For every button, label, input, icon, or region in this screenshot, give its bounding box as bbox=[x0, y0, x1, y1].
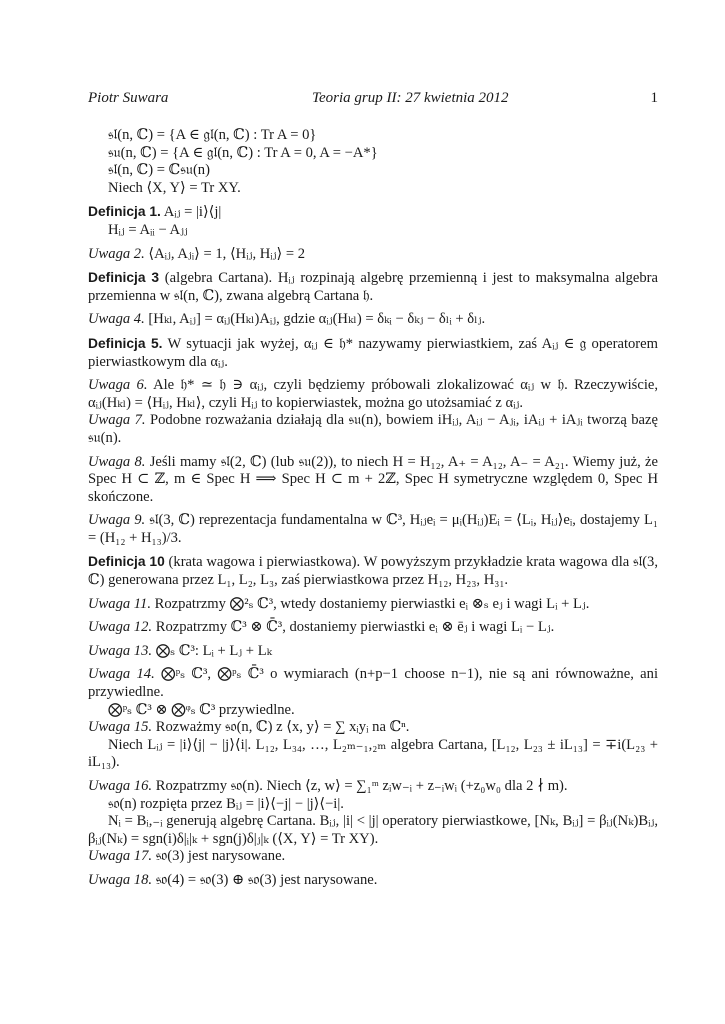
paragraph-u16c bbox=[88, 813, 658, 848]
paragraph-text: Jeśli mamy 𝔰𝔩(2, ℂ) (lub 𝔰𝔲(2)), to niech H = H₁₂, A₊ = A₁₂, A₋ = A₂₁. Wiemy już, że Spec H ⊂ ℤ, m ∈ Spec H ⟹ Spec H ⊂ m + 2ℤ, Spec H symetryczne względem 0, Spec H skończone. bbox=[88, 453, 658, 505]
paragraph-u9 bbox=[88, 512, 658, 547]
page-number: 1 bbox=[650, 90, 658, 106]
remark-label: Uwaga 6. bbox=[88, 377, 148, 394]
paragraph-u14b bbox=[88, 702, 658, 720]
paragraph-d10 bbox=[88, 553, 658, 589]
document-body bbox=[88, 127, 658, 890]
paragraph-text: ⨂ᵖₛ ℂ³ ⊗ ⨂ᵠₛ ℂ³ przywiedlne. bbox=[108, 701, 295, 718]
paragraph-text: Niech ⟨X, Y⟩ = Tr XY. bbox=[108, 179, 241, 196]
remark-label: Uwaga 7. bbox=[88, 412, 146, 429]
definition-label: Definicja 3 bbox=[88, 270, 160, 286]
paragraph-l2 bbox=[88, 145, 658, 163]
header-author: Piotr Suwara bbox=[88, 90, 169, 106]
paragraph-text: Rozpatrzmy ⨂²ₛ ℂ³, wtedy dostaniemy pierwiastki eᵢ ⊗ₛ eⱼ i wagi Lᵢ + Lⱼ. bbox=[150, 595, 590, 612]
header-title: Teoria grup II: 27 kwietnia 2012 bbox=[312, 90, 509, 106]
paragraph-u14 bbox=[88, 666, 658, 701]
paragraph-l4 bbox=[88, 180, 658, 198]
remark-label: Uwaga 9. bbox=[88, 512, 146, 529]
paragraph-text: Aᵢⱼ = |i⟩⟨j| bbox=[160, 204, 222, 221]
paragraph-text: ⨂ₛ ℂ³: Lᵢ + Lⱼ + Lₖ bbox=[152, 642, 272, 659]
remark-label: Uwaga 11. bbox=[88, 595, 151, 612]
paragraph-text: W sytuacji jak wyżej, αᵢⱼ ∈ 𝔥* nazywamy pierwiastkiem, zaś Aᵢⱼ ∈ 𝔤 operatorem pierwiastkowym dla αᵢⱼ. bbox=[88, 335, 658, 370]
remark-label: Uwaga 18. bbox=[88, 871, 153, 888]
definition-label: Definicja 5. bbox=[88, 335, 163, 351]
paragraph-text: Niech Lᵢⱼ = |i⟩⟨j| − |j⟩⟨i|. L₁₂, L₃₄, …, L₂ₘ₋₁,₂ₘ algebra Cartana, [L₁₂, L₂₃ ± iL₁₃] = ∓i(L₂₃ + iL₁₃). bbox=[88, 736, 658, 771]
paragraph-text: 𝔰𝔩(3, ℂ) reprezentacja fundamentalna w ℂ³, Hᵢⱼeᵢ = μᵢ(Hᵢⱼ)Eᵢ = ⟨Lᵢ, Hᵢⱼ⟩eᵢ, dostajemy L₁ = (H₁₂ + H₁₃)/3. bbox=[88, 512, 658, 546]
paragraph-d1b bbox=[88, 222, 658, 240]
paragraph-text: 𝔰𝔬(4) = 𝔰𝔬(3) ⊕ 𝔰𝔬(3) jest narysowane. bbox=[152, 871, 378, 888]
remark-label: Uwaga 4. bbox=[88, 311, 145, 328]
paragraph-text: Ale 𝔥* ≃ 𝔥 ∋ αᵢⱼ, czyli będziemy próbowali zlokalizować αᵢⱼ w 𝔥. Rzeczywiście, αᵢⱼ(Hₖₗ) = ⟨Hᵢⱼ, Hₖₗ⟩, czyli Hᵢⱼ to kopierwiastek, można go utożsamiać z αᵢⱼ. bbox=[88, 377, 658, 411]
definition-label: Definicja 10 bbox=[88, 554, 165, 570]
paragraph-u16b bbox=[88, 796, 658, 814]
paragraph-l1 bbox=[88, 127, 658, 145]
paragraph-d3 bbox=[88, 269, 658, 305]
remark-label: Uwaga 8. bbox=[88, 453, 146, 470]
paragraph-text: ⨂ᵖₛ ℂ³, ⨂ᵖₛ ℂ̄³ o wymiarach (n+p−1 choose n−1), nie są ani równoważne, ani przywiedlne. bbox=[88, 666, 658, 701]
paragraph-text: ⟨Aᵢⱼ, Aⱼᵢ⟩ = 1, ⟨Hᵢⱼ, Hᵢⱼ⟩ = 2 bbox=[144, 245, 306, 262]
remark-label: Uwaga 17. bbox=[88, 848, 153, 865]
paragraph-text: (algebra Cartana). Hᵢⱼ rozpinają algebrę przemienną i jest to maksymalna algebra przemienna w 𝔰𝔩(n, ℂ), zwana algebrą Cartana 𝔥. bbox=[88, 270, 658, 304]
paragraph-l3 bbox=[88, 162, 658, 180]
paragraph-u18 bbox=[88, 872, 658, 890]
paragraph-u13 bbox=[88, 643, 658, 661]
paragraph-d1 bbox=[88, 203, 658, 222]
paragraph-text: 𝔰𝔩(n, ℂ) = ℂ𝔰𝔲(n) bbox=[108, 162, 210, 179]
remark-label: Uwaga 2. bbox=[88, 245, 145, 262]
remark-label: Uwaga 14. bbox=[88, 666, 155, 683]
paragraph-d5 bbox=[88, 335, 658, 371]
remark-label: Uwaga 16. bbox=[88, 778, 153, 794]
paragraph-u17 bbox=[88, 848, 658, 866]
paragraph-u15 bbox=[88, 719, 658, 737]
paragraph-text: 𝔰𝔲(n, ℂ) = {A ∈ 𝔤𝔩(n, ℂ) : Tr A = 0, A = −A*} bbox=[108, 144, 378, 161]
paragraph-u6 bbox=[88, 377, 658, 412]
paragraph-u15b bbox=[88, 737, 658, 772]
paragraph-text: Nᵢ = Bᵢ,₋ᵢ generują algebrę Cartana. Bᵢⱼ, |i| < |j| operatory pierwiastkowe, [Nₖ, Bᵢⱼ] = βᵢⱼ(Nₖ)Bᵢⱼ, βᵢⱼ(Nₖ) = sgn(i)δ|ᵢ|ₖ + sgn(j)δ|ⱼ|ₖ (⟨X, Y⟩ = Tr XY). bbox=[88, 813, 658, 847]
remark-label: Uwaga 12. bbox=[88, 619, 153, 636]
remark-label: Uwaga 13. bbox=[88, 642, 153, 659]
paragraph-text: Rozpatrzmy ℂ³ ⊗ ℂ̄³, dostaniemy pierwiastki eᵢ ⊗ ēⱼ i wagi Lᵢ − Lⱼ. bbox=[152, 619, 555, 636]
paragraph-text: Rozpatrzmy 𝔰𝔬(n). Niech ⟨z, w⟩ = ∑₁ᵐ zᵢw₋ᵢ + z₋ᵢwᵢ (+z₀w₀ dla 2 ∤ m). bbox=[152, 778, 568, 794]
paragraph-u2 bbox=[88, 246, 658, 264]
paragraph-u12 bbox=[88, 619, 658, 637]
paragraph-u16 bbox=[88, 778, 658, 796]
paragraph-text: Hᵢⱼ = Aᵢᵢ − Aⱼⱼ bbox=[108, 221, 188, 238]
paragraph-text: 𝔰𝔬(n) rozpięta przez Bᵢⱼ = |i⟩⟨−j| − |j⟩⟨−i|. bbox=[108, 795, 344, 812]
paragraph-text: Rozważmy 𝔰𝔬(n, ℂ) z ⟨x, y⟩ = ∑ xᵢyᵢ na ℂⁿ. bbox=[152, 719, 410, 736]
paragraph-text: 𝔰𝔬(3) jest narysowane. bbox=[152, 848, 286, 865]
paragraph-text: [Hₖₗ, Aᵢⱼ] = αᵢⱼ(Hₖₗ)Aᵢⱼ, gdzie αᵢⱼ(Hₖₗ) = δₖᵢ − δₖⱼ − δₗᵢ + δₗⱼ. bbox=[144, 311, 486, 328]
paragraph-u11 bbox=[88, 596, 658, 614]
definition-label: Definicja 1. bbox=[88, 204, 161, 220]
paragraph-text: Podobne rozważania działają dla 𝔰𝔲(n), bowiem iHᵢⱼ, Aᵢⱼ − Aⱼᵢ, iAᵢⱼ + iAⱼᵢ tworzą bazę 𝔰𝔲(n). bbox=[88, 412, 658, 446]
paragraph-u4 bbox=[88, 311, 658, 329]
paragraph-u8 bbox=[88, 454, 658, 507]
paragraph-text: (krata wagowa i pierwiastkowa). W powyższym przykładzie krata wagowa dla 𝔰𝔩(3, ℂ) generowana przez L₁, L₂, L₃, zaś pierwiastkowa przez H₁₂, H₂₃, H₃₁. bbox=[88, 554, 658, 589]
paragraph-text: 𝔰𝔩(n, ℂ) = {A ∈ 𝔤𝔩(n, ℂ) : Tr A = 0} bbox=[108, 127, 317, 143]
paragraph-u7 bbox=[88, 412, 658, 447]
remark-label: Uwaga 15. bbox=[88, 719, 153, 736]
running-header bbox=[88, 90, 658, 112]
